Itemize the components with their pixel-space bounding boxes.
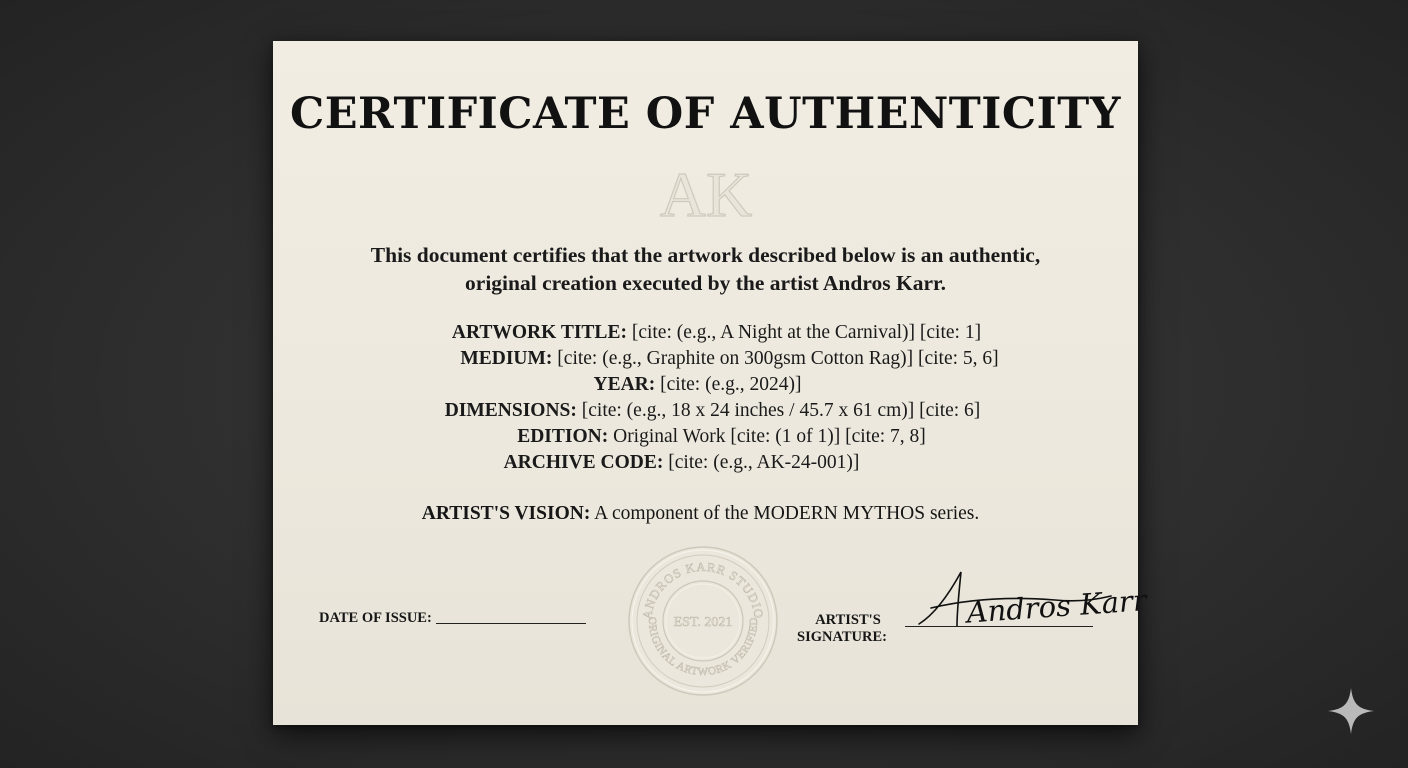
signature-line — [905, 626, 1093, 627]
ak-monogram — [658, 158, 754, 230]
detail-dimensions — [273, 398, 1138, 424]
detail-archive-code — [273, 450, 1138, 476]
detail-edition — [273, 424, 1138, 450]
detail-year — [273, 372, 1138, 398]
signature-label-line-1: ARTIST'S — [815, 612, 881, 628]
detail-label: YEAR: — [593, 374, 656, 395]
seal-bottom-text: ORIGINAL ARTWORK VERIFIED — [645, 616, 761, 679]
date-of-issue-line — [436, 623, 586, 624]
artist-vision-value: A component of the MODERN MYTHOS series. — [594, 503, 980, 524]
artist-signature-label — [797, 612, 887, 646]
ak-monogram-text: AK — [659, 159, 753, 230]
signature-text: Andros Karr — [965, 583, 1148, 630]
intro-line-1: This document certifies that the artwork described below is an authentic, — [370, 243, 1041, 267]
embossed-seal — [627, 543, 779, 699]
artist-vision — [273, 501, 1138, 527]
detail-medium — [273, 346, 1138, 372]
sparkle-icon — [1326, 686, 1376, 736]
detail-value: [cite: (e.g., Graphite on 300gsm Cotton Rag)] [cite: 5, 6] — [557, 348, 999, 369]
date-of-issue — [319, 610, 586, 627]
artist-signature — [905, 566, 1148, 638]
intro-statement — [273, 241, 1138, 297]
detail-label: MEDIUM: — [460, 348, 553, 369]
certificate — [273, 41, 1148, 725]
detail-artwork-title — [273, 320, 1138, 346]
detail-value: Original Work [cite: (1 of 1)] [cite: 7, 8] — [613, 426, 926, 447]
seal-center-text: EST. 2021 — [673, 615, 733, 630]
detail-value: [cite: (e.g., 18 x 24 inches / 45.7 x 61 cm)] [cite: 6] — [581, 400, 981, 421]
certificate-title: CERTIFICATE OF AUTHENTICITY — [290, 89, 1121, 139]
detail-value: [cite: (e.g., 2024)] — [660, 374, 802, 395]
signature-label-line-2: SIGNATURE: — [797, 629, 887, 645]
detail-label: ARTWORK TITLE: — [451, 322, 627, 343]
detail-value: [cite: (e.g., AK-24-001)] — [668, 452, 860, 473]
intro-line-2: original creation executed by the artist Andros Karr. — [465, 271, 946, 295]
detail-label: ARCHIVE CODE: — [503, 452, 664, 473]
date-of-issue-label: DATE OF ISSUE: — [319, 610, 432, 626]
detail-label: DIMENSIONS: — [444, 400, 577, 421]
detail-label: EDITION: — [517, 426, 609, 447]
seal-top-text: ANDROS KARR STUDIO — [640, 559, 766, 621]
artist-vision-label: ARTIST'S VISION: — [421, 503, 591, 524]
detail-value: [cite: (e.g., A Night at the Carnival)] [cite: 1] — [631, 322, 982, 343]
